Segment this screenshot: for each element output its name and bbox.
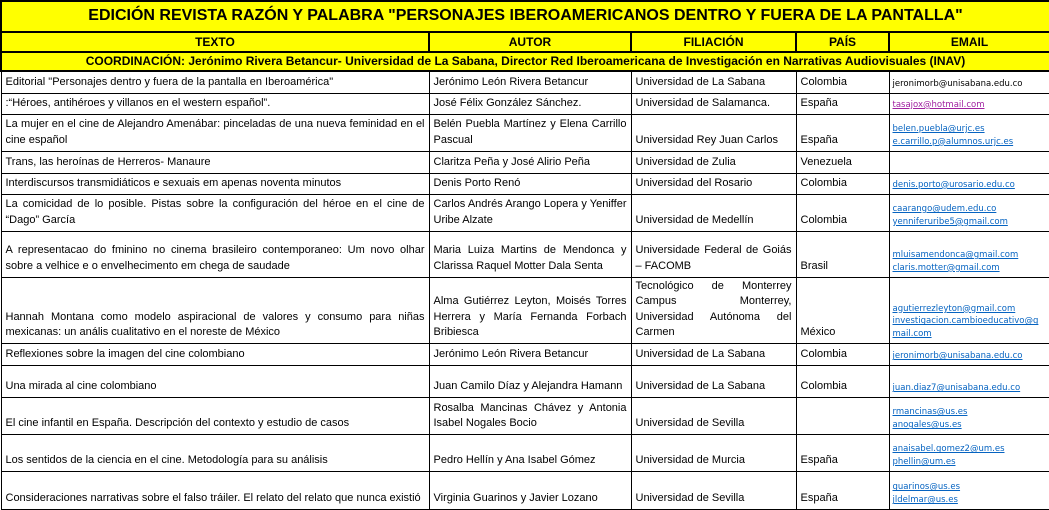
pais-cell: España — [796, 434, 889, 471]
filiacion-cell: Universidad del Rosario — [631, 173, 796, 194]
email-link[interactable]: e.carrillo.p@alumnos.urjc.es — [892, 136, 1014, 147]
autor-cell: Jerónimo León Rivera Betancur — [429, 71, 631, 93]
column-header-row — [1, 32, 1049, 52]
title-row — [1, 1, 1049, 32]
table-row — [1, 471, 1049, 509]
table-row — [1, 151, 1049, 173]
email-line — [893, 406, 1046, 419]
texto-cell: Editorial "Personajes dentro y fuera de la pantalla en Iberoamérica" — [1, 71, 429, 93]
pais-cell: Colombia — [796, 194, 889, 231]
table-row — [1, 434, 1049, 471]
texto-cell: :“Héroes, antihéroes y villanos en el western español”. — [1, 93, 429, 114]
email-cell — [889, 71, 1049, 93]
email-link[interactable]: denis.porto@urosario.edu.co — [892, 179, 1015, 190]
email-cell — [889, 365, 1049, 397]
table-body — [1, 71, 1049, 509]
email-link[interactable]: anogales@us.es — [892, 420, 962, 431]
email-cell — [889, 93, 1049, 114]
texto-cell: A representacao do fminino no cinema brasileiro contemporaneo: Um novo olhar sobre a velhice e o envelhecimento em chega de saudade — [1, 231, 429, 277]
filiacion-cell: Universidad de Medellín — [631, 194, 796, 231]
texto-cell: La mujer en el cine de Alejandro Amenábar: pinceladas de una nueva feminidad en el cine español — [1, 114, 429, 151]
pais-cell: Colombia — [796, 71, 889, 93]
table-row — [1, 173, 1049, 194]
filiacion-cell: Universidad de Salamanca. — [631, 93, 796, 114]
email-cell — [889, 173, 1049, 194]
email-cell — [889, 194, 1049, 231]
table-row — [1, 277, 1049, 343]
texto-cell: La comicidad de lo posible. Pistas sobre la configuración del héroe en el cine de “Dago” García — [1, 194, 429, 231]
email-line — [893, 262, 1046, 275]
texto-cell: Trans, las heroínas de Herreros- Manaure — [1, 151, 429, 173]
filiacion-cell: Universidade Federal de Goiás – FACOMB — [631, 231, 796, 277]
email-link[interactable]: yenniferuribe5@gmail.com — [892, 216, 1008, 227]
autor-cell: Pedro Hellín y Ana Isabel Gómez — [429, 434, 631, 471]
autor-cell: Claritza Peña y José Alirio Peña — [429, 151, 631, 173]
email-line — [893, 456, 1046, 469]
texto-cell: Hannah Montana como modelo aspiracional de valores y consumo para niñas mexicanas: un anális cualitativo en el noreste de México — [1, 277, 429, 343]
autor-cell: Maria Luiza Martins de Mendonca y Clarissa Raquel Motter Dala Senta — [429, 231, 631, 277]
email-line — [893, 123, 1046, 136]
email-link[interactable]: tasajox@hotmail.com — [892, 99, 985, 110]
email-link[interactable]: claris.motter@gmail.com — [892, 262, 1000, 273]
email-line — [893, 303, 1046, 316]
email-link[interactable]: jeronimorb@unisabana.edu.co — [892, 351, 1023, 362]
email-line — [893, 99, 1046, 112]
texto-cell: Consideraciones narrativas sobre el falso tráiler. El relato del relato que nunca existió — [1, 471, 429, 509]
autor-cell: Belén Puebla Martínez y Elena Carrillo Pascual — [429, 114, 631, 151]
email-line — [893, 203, 1046, 216]
email-line — [893, 494, 1046, 507]
email-link[interactable]: mluisamendonca@gmail.com — [892, 250, 1019, 260]
email-line — [893, 419, 1046, 432]
email-link[interactable]: agutierrezleyton@gmail.com — [892, 303, 1016, 314]
pais-cell: Colombia — [796, 365, 889, 397]
email-cell — [889, 343, 1049, 365]
texto-cell: Una mirada al cine colombiano — [1, 365, 429, 397]
autor-cell: Juan Camilo Díaz y Alejandra Hamann — [429, 365, 631, 397]
column-header-pais: PAÍS — [796, 32, 889, 52]
table-row — [1, 397, 1049, 434]
coordination-row — [1, 52, 1049, 71]
table-row — [1, 93, 1049, 114]
email-line — [893, 350, 1046, 363]
pais-cell: Venezuela — [796, 151, 889, 173]
filiacion-cell: Tecnológico de Monterrey Campus Monterrey, Universidad Autónoma del Carmen — [631, 277, 796, 343]
email-link[interactable]: juan.diaz7@unisabana.edu.co — [892, 383, 1021, 394]
email-cell — [889, 397, 1049, 434]
filiacion-cell: Universidad de Murcia — [631, 434, 796, 471]
email-line — [893, 481, 1046, 494]
table-row — [1, 71, 1049, 93]
pais-cell: Colombia — [796, 173, 889, 194]
autor-cell: Carlos Andrés Arango Lopera y Yeniffer Uribe Alzate — [429, 194, 631, 231]
filiacion-cell: Universidad de Sevilla — [631, 397, 796, 434]
table-row — [1, 343, 1049, 365]
pais-cell: México — [796, 277, 889, 343]
texto-cell: Interdiscursos transmidiáticos e sexuais em apenas noventa minutos — [1, 173, 429, 194]
table-row — [1, 194, 1049, 231]
email-line — [893, 249, 1046, 262]
table-row — [1, 365, 1049, 397]
texto-cell: Reflexiones sobre la imagen del cine colombiano — [1, 343, 429, 365]
email-line — [893, 216, 1046, 229]
autor-cell: Virginia Guarinos y Javier Lozano — [429, 471, 631, 509]
email-cell — [889, 277, 1049, 343]
email-link[interactable]: belen.puebla@urjc.es — [892, 124, 985, 134]
filiacion-cell: Universidad de La Sabana — [631, 343, 796, 365]
email-cell — [889, 471, 1049, 509]
email-link[interactable]: anaisabel.gomez2@um.es — [892, 444, 1005, 455]
email-link[interactable]: phellin@um.es — [892, 457, 956, 468]
texto-cell: El cine infantil en España. Descripción del contexto y estudio de casos — [1, 397, 429, 434]
table-row — [1, 231, 1049, 277]
email-line — [893, 136, 1046, 149]
email-line — [893, 382, 1046, 395]
autor-cell: Alma Gutiérrez Leyton, Moisés Torres Herrera y María Fernanda Forbach Bribiesca — [429, 277, 631, 343]
page-title: EDICIÓN REVISTA RAZÓN Y PALABRA "PERSONAJES IBEROAMERICANOS DENTRO Y FUERA DE LA PANTALLA" — [1, 1, 1049, 32]
email-cell — [889, 151, 1049, 173]
table-row — [1, 114, 1049, 151]
email-link[interactable]: guarinos@us.es — [892, 482, 961, 493]
email-line — [893, 315, 1046, 341]
email-link[interactable]: rmancinas@us.es — [892, 407, 968, 418]
pais-cell: España — [796, 93, 889, 114]
email-link[interactable]: investigacion.cambioeducativo@gmail.com — [892, 316, 1039, 340]
email-cell — [889, 114, 1049, 151]
pais-cell — [796, 397, 889, 434]
texto-cell: Los sentidos de la ciencia en el cine. Metodología para su análisis — [1, 434, 429, 471]
email-line — [893, 179, 1046, 192]
email-link[interactable]: caarango@udem.edu.co — [892, 204, 997, 214]
email-line — [893, 78, 1046, 91]
filiacion-cell: Universidad Rey Juan Carlos — [631, 114, 796, 151]
pais-cell: España — [796, 114, 889, 151]
coordination-text: COORDINACIÓN: Jerónimo Rivera Betancur- Universidad de La Sabana, Director Red Iberoamericana de Investigación en Narrativas Audiovisuales (INAV) — [1, 52, 1049, 71]
autor-cell: Jerónimo León Rivera Betancur — [429, 343, 631, 365]
email-link[interactable]: jldelmar@us.es — [892, 495, 958, 506]
filiacion-cell: Universidad de Sevilla — [631, 471, 796, 509]
autor-cell: Rosalba Mancinas Chávez y Antonia Isabel Nogales Bocio — [429, 397, 631, 434]
pais-cell: España — [796, 471, 889, 509]
pais-cell: Colombia — [796, 343, 889, 365]
email-text: jeronimorb@unisabana.edu.co — [892, 78, 1023, 89]
email-cell — [889, 434, 1049, 471]
column-header-autor: AUTOR — [429, 32, 631, 52]
column-header-texto: TEXTO — [1, 32, 429, 52]
autor-cell: Denis Porto Renó — [429, 173, 631, 194]
email-cell — [889, 231, 1049, 277]
column-header-email: EMAIL — [889, 32, 1049, 52]
filiacion-cell: Universidad de La Sabana — [631, 71, 796, 93]
pais-cell: Brasil — [796, 231, 889, 277]
column-header-filiacion: FILIACIÓN — [631, 32, 796, 52]
filiacion-cell: Universidad de Zulia — [631, 151, 796, 173]
filiacion-cell: Universidad de La Sabana — [631, 365, 796, 397]
email-line — [893, 443, 1046, 456]
autor-cell: José Félix González Sánchez. — [429, 93, 631, 114]
